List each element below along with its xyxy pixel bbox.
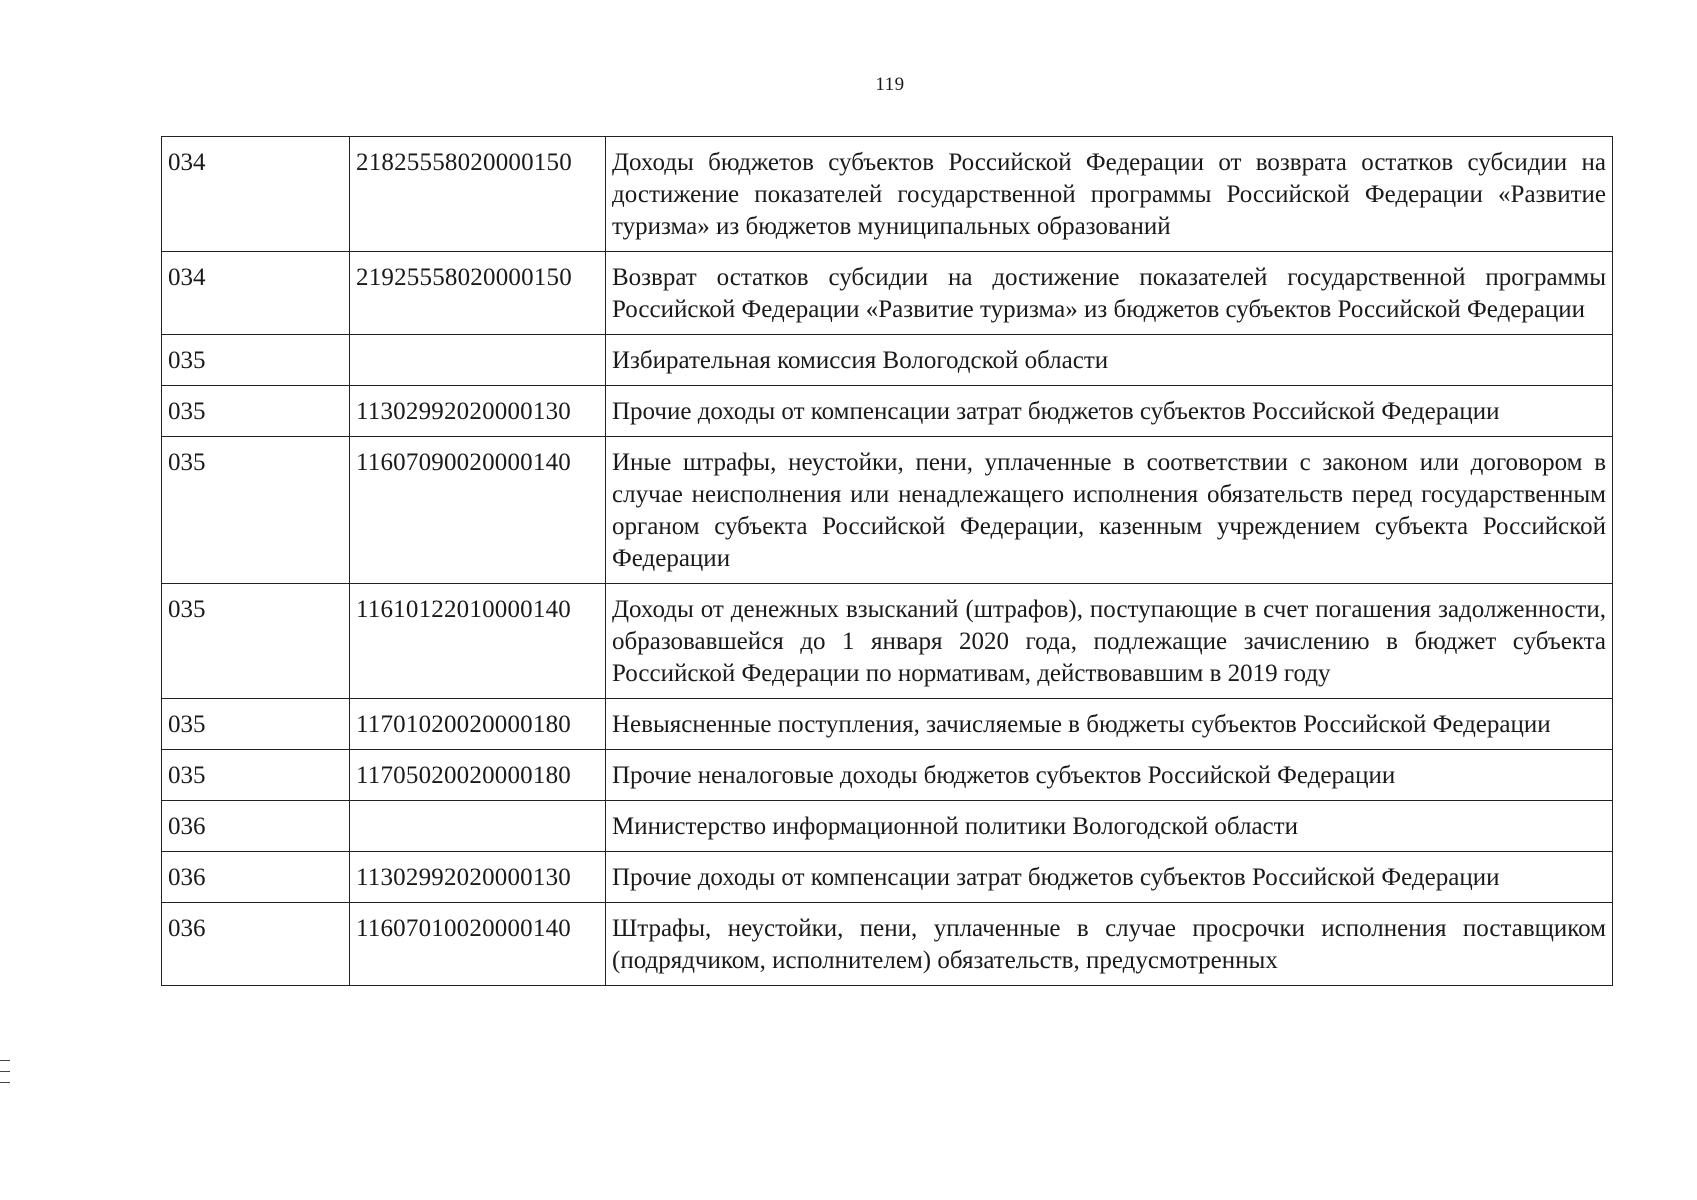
- income-name-cell: Невыясненные поступления, зачисляемые в бюджеты субъектов Российской Федерации: [606, 699, 1613, 750]
- table-row: [162, 335, 1613, 386]
- margin-tick: [0, 1060, 10, 1061]
- income-name-cell: Прочие доходы от компенсации затрат бюджетов субъектов Российской Федерации: [606, 386, 1613, 437]
- income-name-cell: Штрафы, неустойки, пени, уплаченные в случае просрочки исполнения поставщиком (подрядчиком, исполнителем) обязательств, предусмотренных: [606, 903, 1613, 986]
- margin-tick: [0, 1071, 10, 1072]
- binding-margin-marks: [0, 1060, 12, 1093]
- admin-code-cell: 036: [162, 903, 350, 986]
- income-code-cell: [350, 801, 606, 852]
- table-body: [162, 137, 1613, 986]
- income-name-cell: Избирательная комиссия Вологодской области: [606, 335, 1613, 386]
- table-row: [162, 137, 1613, 252]
- income-codes-table: [161, 136, 1613, 986]
- table-row: [162, 252, 1613, 335]
- table-row: [162, 584, 1613, 699]
- table-row: [162, 750, 1613, 801]
- income-code-cell: 11701020020000180: [350, 699, 606, 750]
- income-code-cell: 21825558020000150: [350, 137, 606, 252]
- admin-code-cell: 035: [162, 437, 350, 584]
- admin-code-cell: 036: [162, 852, 350, 903]
- admin-code-cell: 035: [162, 750, 350, 801]
- margin-tick: [0, 1082, 10, 1083]
- table-row: [162, 437, 1613, 584]
- table-row: [162, 699, 1613, 750]
- income-name-cell: Доходы бюджетов субъектов Российской Федерации от возврата остатков субсидии на достижение показателей государственной программы Российской Федерации «Развитие туризма» из бюджетов муниципальных образований: [606, 137, 1613, 252]
- page-number: 119: [875, 74, 905, 95]
- table-row: [162, 903, 1613, 986]
- admin-code-cell: 035: [162, 584, 350, 699]
- table-row: [162, 386, 1613, 437]
- income-name-cell: Прочие неналоговые доходы бюджетов субъектов Российской Федерации: [606, 750, 1613, 801]
- table-row: [162, 801, 1613, 852]
- admin-code-cell: 035: [162, 335, 350, 386]
- table-row: [162, 852, 1613, 903]
- income-name-cell: Возврат остатков субсидии на достижение показателей государственной программы Российской Федерации «Развитие туризма» из бюджетов субъектов Российской Федерации: [606, 252, 1613, 335]
- income-name-cell: Доходы от денежных взысканий (штрафов), поступающие в счет погашения задолженности, образовавшейся до 1 января 2020 года, подлежащие зачислению в бюджет субъекта Российской Федерации по нормативам, действовавшим в 2019 году: [606, 584, 1613, 699]
- income-name-cell: Прочие доходы от компенсации затрат бюджетов субъектов Российской Федерации: [606, 852, 1613, 903]
- income-code-cell: 11607010020000140: [350, 903, 606, 986]
- income-name-cell: Иные штрафы, неустойки, пени, уплаченные в соответствии с законом или договором в случае неисполнения или ненадлежащего исполнения обязательств перед государственным органом субъекта Российской Федерации, казенным учреждением субъекта Российской Федерации: [606, 437, 1613, 584]
- income-code-cell: 11607090020000140: [350, 437, 606, 584]
- admin-code-cell: 034: [162, 137, 350, 252]
- income-name-cell: Министерство информационной политики Вологодской области: [606, 801, 1613, 852]
- admin-code-cell: 035: [162, 386, 350, 437]
- income-code-cell: [350, 335, 606, 386]
- admin-code-cell: 034: [162, 252, 350, 335]
- income-code-cell: 11302992020000130: [350, 386, 606, 437]
- admin-code-cell: 035: [162, 699, 350, 750]
- income-code-cell: 21925558020000150: [350, 252, 606, 335]
- income-code-cell: 11302992020000130: [350, 852, 606, 903]
- admin-code-cell: 036: [162, 801, 350, 852]
- income-code-cell: 11705020020000180: [350, 750, 606, 801]
- income-code-cell: 11610122010000140: [350, 584, 606, 699]
